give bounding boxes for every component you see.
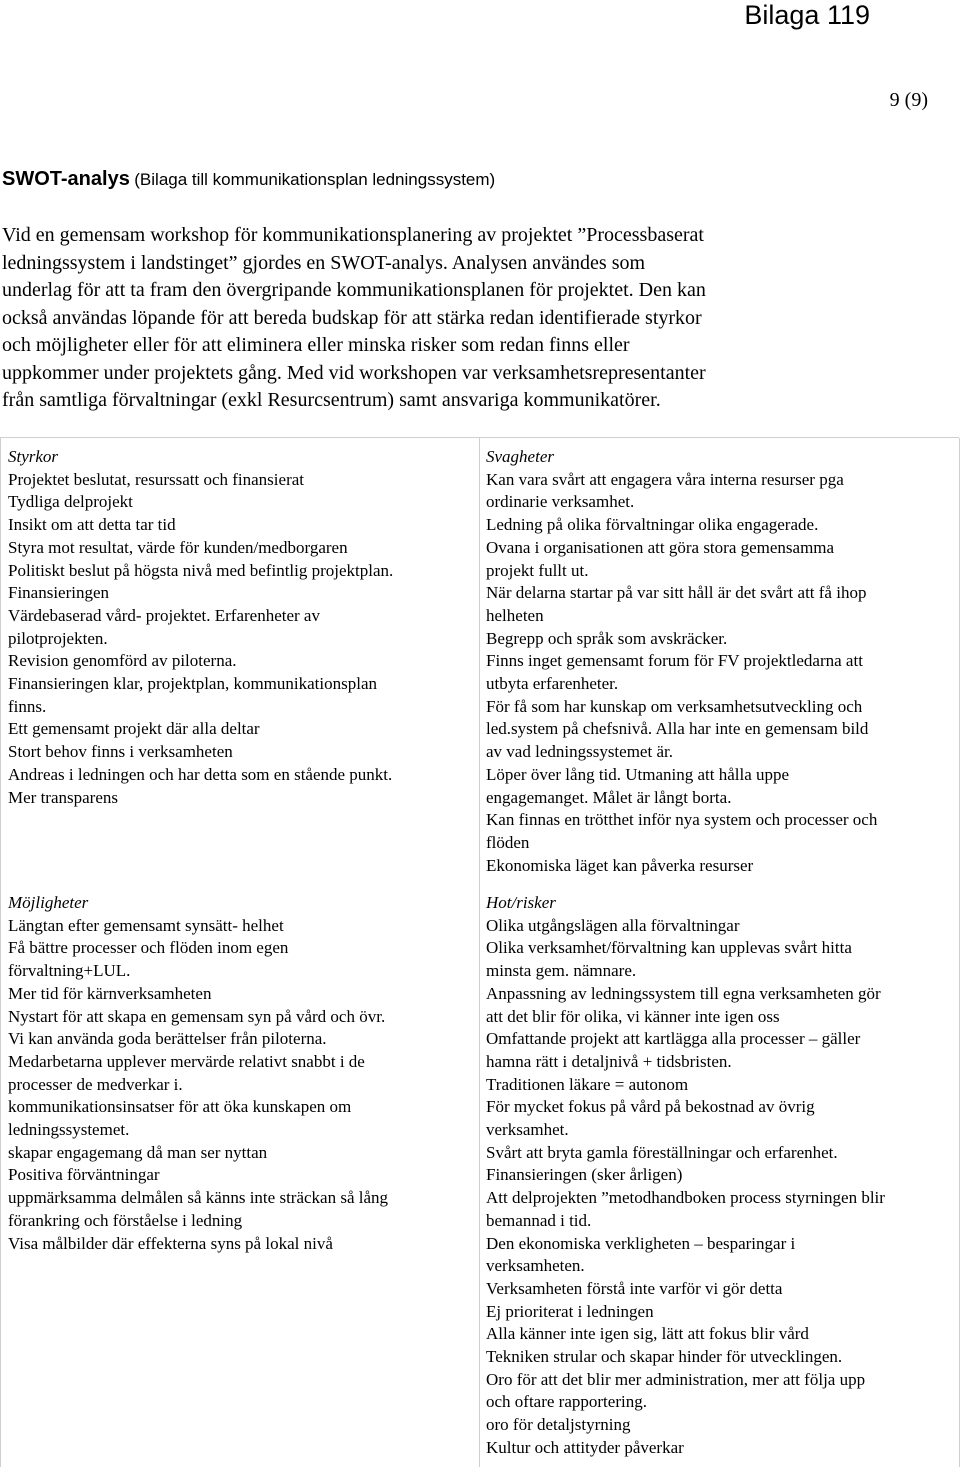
intro-line: från samtliga förvaltningar (exkl Resurcsentrum) samt ansvariga kommunikatörer.: [2, 389, 661, 411]
opportunities-item: Positiva förväntningar: [8, 1165, 160, 1185]
opportunities-item: förvaltning+LUL.: [8, 961, 131, 981]
weaknesses-item: Kan finnas en trötthet inför nya system och processer och: [486, 810, 878, 830]
weaknesses-item: utbyta erfarenheter.: [486, 674, 619, 694]
weaknesses-item: ordinarie verksamhet.: [486, 492, 635, 512]
opportunities-item: uppmärksamma delmålen så känns inte sträckan så lång: [8, 1188, 389, 1208]
strengths-item: Stort behov finns i verksamheten: [8, 742, 233, 762]
strengths-item: Styra mot resultat, värde för kunden/medborgaren: [8, 537, 348, 557]
intro-line: Vid en gemensam workshop för kommunikationsplanering av projektet ”Processbaserat: [2, 224, 704, 246]
threats-cell: [486, 892, 956, 1460]
threats-item: Tekniken strular och skapar hinder för utvecklingen.: [486, 1347, 843, 1367]
weaknesses-item: helheten: [486, 605, 544, 625]
weaknesses-item: led.system på chefsnivå. Alla har inte en gemensam bild: [486, 719, 869, 739]
threats-item: Traditionen läkare = autonom: [486, 1074, 689, 1094]
strengths-item: Insikt om att detta tar tid: [8, 515, 176, 535]
swot-table: [0, 437, 959, 1467]
strengths-item: Ett gemensamt projekt där alla deltar: [8, 719, 260, 739]
strengths-heading: Styrkor: [8, 447, 59, 466]
opportunities-item: kommunikationsinsatser för att öka kunskapen om: [8, 1097, 352, 1117]
opportunities-item: Visa målbilder där effekterna syns på lokal nivå: [8, 1233, 333, 1253]
opportunities-item: Få bättre processer och flöden inom egen: [8, 938, 289, 958]
threats-item: Omfattande projekt att kartlägga alla processer – gäller: [486, 1029, 861, 1049]
weaknesses-item: Ekonomiska läget kan påverka resurser: [486, 855, 754, 875]
threats-item: Finansieringen (sker årligen): [486, 1165, 683, 1185]
opportunities-item: Medarbetarna upplever mervärde relativt snabbt i de: [8, 1051, 365, 1071]
threats-item: Olika utgångslägen alla förvaltningar: [486, 915, 740, 935]
threats-item: För mycket fokus på vård på bekostnad av övrig: [486, 1097, 815, 1117]
strengths-item: Projektet beslutat, resurssatt och finansierat: [8, 469, 304, 489]
weaknesses-cell: [486, 446, 956, 877]
strengths-item: Revision genomförd av piloterna.: [8, 651, 237, 671]
strengths-item: pilotprojekten.: [8, 628, 108, 648]
weaknesses-item: För få som har kunskap om verksamhetsutveckling och: [486, 696, 863, 716]
threats-item: Att delprojekten ”metodhandboken process styrningen blir: [486, 1188, 885, 1208]
weaknesses-item: Ledning på olika förvaltningar olika engagerade.: [486, 515, 819, 535]
weaknesses-item: engagemanget. Målet är långt borta.: [486, 787, 732, 807]
opportunities-item: Mer tid för kärnverksamheten: [8, 983, 212, 1003]
weaknesses-item: av vad ledningssystemet är.: [486, 742, 673, 762]
threats-item: hamna rätt i detaljnivå + tidsbristen.: [486, 1051, 732, 1071]
weaknesses-heading: Svagheter: [486, 447, 554, 466]
heading-subtitle: (Bilaga till kommunikationsplan ledningssystem): [134, 170, 496, 189]
threats-item: Verksamheten förstå inte varför vi gör detta: [486, 1278, 783, 1298]
strengths-item: Mer transparens: [8, 787, 118, 807]
strengths-item: Finansieringen: [8, 583, 110, 603]
threats-item: Alla känner inte igen sig, lätt att fokus blir vård: [486, 1324, 809, 1344]
threats-item: Oro för att det blir mer administration, mer att följa upp: [486, 1369, 866, 1389]
threats-item: att det blir för olika, vi känner inte igen oss: [486, 1006, 780, 1026]
opportunities-item: Vi kan använda goda berättelser från piloterna.: [8, 1029, 327, 1049]
intro-line: också användas löpande för att bereda budskap för att stärka redan identifierade styrkor: [2, 306, 702, 329]
weaknesses-item: Finns inget gemensamt forum för FV projektledarna att: [486, 651, 863, 671]
strengths-cell: [8, 446, 473, 809]
strengths-item: Värdebaserad vård- projektet. Erfarenheter av: [8, 605, 320, 625]
strengths-item: finns.: [8, 696, 47, 716]
weaknesses-item: Löper över lång tid. Utmaning att hålla uppe: [486, 764, 790, 784]
opportunities-item: Nystart för att skapa en gemensam syn på vård och övr.: [8, 1006, 386, 1026]
threats-item: Olika verksamhet/förvaltning kan upplevas svårt hitta: [486, 938, 852, 958]
weaknesses-item: projekt fullt ut.: [486, 560, 589, 580]
weaknesses-item: Kan vara svårt att engagera våra interna resurser pga: [486, 469, 844, 489]
threats-heading: Hot/risker: [486, 893, 556, 912]
threats-item: och oftare rapportering.: [486, 1392, 647, 1412]
threats-item: minsta gem. nämnare.: [486, 961, 637, 981]
strengths-item: Tydliga delprojekt: [8, 492, 133, 512]
weaknesses-item: Begrepp och språk som avskräcker.: [486, 628, 728, 648]
weaknesses-item: Ovana i organisationen att göra stora gemensamma: [486, 537, 835, 557]
opportunities-item: skapar engagemang då man ser nyttan: [8, 1142, 268, 1162]
opportunities-heading: Möjligheter: [8, 893, 89, 912]
opportunities-item: förankring och förståelse i ledning: [8, 1210, 243, 1230]
threats-item: Anpassning av ledningssystem till egna verksamheten gör: [486, 983, 881, 1003]
page-number: 9 (9): [889, 89, 928, 111]
column-divider: [479, 438, 480, 1467]
intro-line: och möjligheter eller för att eliminera eller minska risker som redan finns eller: [2, 334, 630, 356]
heading-title: SWOT-analys: [2, 168, 130, 190]
intro-paragraph: [2, 222, 952, 415]
document-header-title: Bilaga 119: [744, 0, 870, 30]
opportunities-item: processer de medverkar i.: [8, 1074, 183, 1094]
strengths-item: Politiskt beslut på högsta nivå med befintlig projektplan.: [8, 560, 394, 580]
weaknesses-item: När delarna startar på var sitt håll är det svårt att få ihop: [486, 583, 867, 603]
threats-item: Kultur och attityder påverkar: [486, 1437, 684, 1457]
opportunities-cell: [8, 892, 473, 1255]
document-heading: [2, 168, 495, 191]
threats-item: bemannad i tid.: [486, 1210, 592, 1230]
strengths-item: Andreas i ledningen och har detta som en stående punkt.: [8, 764, 393, 784]
threats-item: Den ekonomiska verkligheten – besparingar i: [486, 1233, 796, 1253]
strengths-item: Finansieringen klar, projektplan, kommunikationsplan: [8, 674, 378, 694]
intro-line: ledningssystem i landstinget” gjordes en SWOT-analys. Analysen användes som: [2, 251, 646, 274]
weaknesses-item: flöden: [486, 832, 530, 852]
threats-item: Ej prioriterat i ledningen: [486, 1301, 654, 1321]
opportunities-item: Längtan efter gemensamt synsätt- helhet: [8, 915, 284, 935]
threats-item: oro för detaljstyrning: [486, 1415, 631, 1435]
threats-item: Svårt att bryta gamla föreställningar och erfarenhet.: [486, 1142, 838, 1162]
intro-line: uppkommer under projektets gång. Med vid workshopen var verksamhetsrepresentanter: [2, 361, 706, 384]
threats-item: verksamheten.: [486, 1256, 585, 1276]
threats-item: verksamhet.: [486, 1120, 569, 1140]
opportunities-item: ledningssystemet.: [8, 1120, 130, 1140]
intro-line: underlag för att ta fram den övergripande kommunikationsplanen för projektet. Den kan: [2, 279, 706, 301]
